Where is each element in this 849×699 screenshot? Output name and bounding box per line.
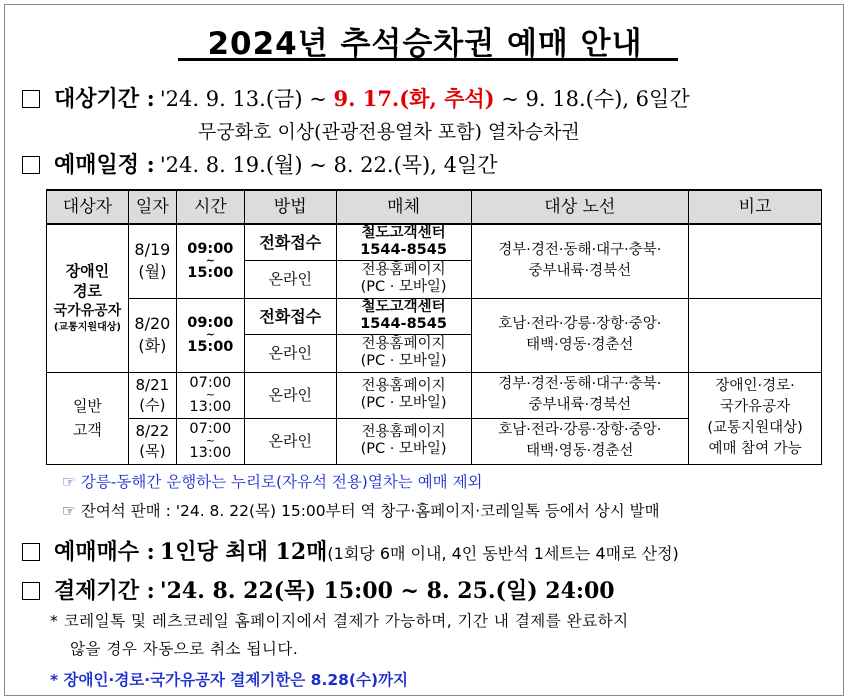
payment-row <box>22 574 615 605</box>
target-period-end: ~ 9. 18.(수), 6일간 <box>494 87 690 111</box>
note-remaining <box>62 499 660 521</box>
routes-cell <box>471 298 689 372</box>
media-cell <box>336 260 471 298</box>
time-cell <box>176 224 244 298</box>
routes-line: 중부내륙·경북선 <box>528 397 632 413</box>
date-cell <box>128 418 176 464</box>
day-text: (수) <box>139 396 166 414</box>
time-end: 13:00 <box>189 445 232 461</box>
bullet: * <box>50 671 59 689</box>
media-cell <box>336 224 471 260</box>
checkbox-icon <box>22 90 40 108</box>
target-scope: 무궁화호 이상(관광전용열차 포함) 열차승차권 <box>198 121 580 143</box>
time-start: 07:00 <box>189 421 232 437</box>
header-note: 비고 <box>689 190 822 224</box>
ticket-limit-label: 예매매수 : <box>54 539 155 565</box>
payment-value: '24. 8. 22(목) 15:00 ~ 8. 25.(일) 24:00 <box>159 578 615 604</box>
routes-line: 태백·영동·경춘선 <box>526 337 634 353</box>
tilde: ~ <box>205 328 215 341</box>
table-row <box>47 372 822 418</box>
booking-schedule-value: '24. 8. 19.(월) ~ 8. 22.(목), 4일간 <box>159 153 498 177</box>
header-target: 대상자 <box>47 190 129 224</box>
time-cell <box>176 298 244 372</box>
media-line: 1544-8545 <box>360 242 447 259</box>
target-period-row <box>22 82 690 113</box>
pointing-hand-icon: ☞ <box>62 473 76 491</box>
target-line: 국가유공자 <box>53 303 122 320</box>
time-start: 09:00 <box>187 241 234 258</box>
method-cell: 온라인 <box>244 334 336 372</box>
routes-line: 경부·경전·동해·대구·충북· <box>498 242 662 259</box>
note-line: 예매 참여 가능 <box>708 441 802 457</box>
page-title: 2024년 추석승차권 예매 안내 <box>207 26 643 62</box>
payment-note-1 <box>50 609 629 631</box>
routes-cell <box>471 372 689 418</box>
target-period-start: '24. 9. 13.(금) ~ <box>159 87 334 111</box>
media-line: 철도고객센터 <box>361 299 446 315</box>
media-cell <box>336 372 471 418</box>
media-line: 1544-8545 <box>360 316 447 332</box>
media-line: 전용홈페이지 <box>361 378 446 394</box>
tilde: ~ <box>205 388 215 401</box>
method-cell: 온라인 <box>244 372 336 418</box>
target-line: (교통지원대상) <box>53 322 121 334</box>
target-line: 경로 <box>72 282 102 301</box>
target-group-priority <box>47 224 129 372</box>
method-cell: 전화접수 <box>244 298 336 334</box>
target-period-label: 대상기간 : <box>54 86 155 112</box>
note-remaining-text: 잔여석 판매 : '24. 8. 22(목) 15:00부터 역 창구·홈페이지·코레일톡 등에서 상시 발매 <box>80 502 660 520</box>
date-text: 8/21 <box>135 376 170 394</box>
note-excluded-text: 강릉-동해간 운행하는 누리로(자유석 전용)열차는 예매 제외 <box>80 473 483 491</box>
bullet: * <box>50 612 59 630</box>
tilde: ~ <box>205 434 215 447</box>
date-cell <box>128 372 176 418</box>
routes-line: 중부내륙·경북선 <box>528 263 632 280</box>
target-line: 일반 <box>72 397 102 415</box>
booking-schedule-row <box>22 148 498 179</box>
time-end: 15:00 <box>187 265 234 282</box>
schedule-table <box>46 189 822 465</box>
checkbox-icon <box>22 156 40 174</box>
table-row <box>47 298 822 334</box>
time-cell <box>176 372 244 418</box>
note-excluded <box>62 470 483 492</box>
time-end: 13:00 <box>189 399 232 415</box>
table-row <box>47 224 822 260</box>
time-start: 09:00 <box>187 315 234 331</box>
booking-schedule-label: 예매일정 : <box>54 152 155 178</box>
day-text: (월) <box>138 262 167 282</box>
media-line: 철도고객센터 <box>361 225 446 242</box>
table-header-row <box>47 190 822 224</box>
date-text: 8/19 <box>134 240 171 260</box>
time-cell <box>176 418 244 464</box>
checkbox-icon <box>22 543 40 561</box>
media-line: 전용홈페이지 <box>361 262 446 278</box>
note-cell <box>689 224 822 298</box>
date-text: 8/20 <box>134 314 171 333</box>
header-date: 일자 <box>128 190 176 224</box>
media-cell <box>336 418 471 464</box>
pointing-hand-icon: ☞ <box>62 502 76 520</box>
payment-note-line1: 코레일톡 및 레츠코레일 홈페이지에서 결제가 가능하며, 기간 내 결제를 완료하지 <box>63 612 629 630</box>
note-cell <box>689 298 822 372</box>
media-line: 전용홈페이지 <box>361 336 446 352</box>
note-line: 장애인·경로· <box>715 378 795 394</box>
payment-note-2-text: 장애인·경로·국가유공자 결제기한은 8.28(수)까지 <box>63 671 409 689</box>
day-text: (화) <box>138 336 167 355</box>
payment-note-line2: 않을 경우 자동으로 취소 됩니다. <box>70 640 299 658</box>
target-line: 장애인 <box>65 262 110 281</box>
media-line: 전용홈페이지 <box>361 424 446 440</box>
target-period-holiday: 9. 17.(화, 추석) <box>333 86 495 111</box>
note-cell <box>689 372 822 464</box>
target-group-general <box>47 372 129 464</box>
payment-label: 결제기간 : <box>54 578 155 604</box>
time-start: 07:00 <box>189 375 232 391</box>
routes-line: 호남·전라·강릉·장항·중앙· <box>498 422 662 438</box>
method-cell: 전화접수 <box>244 224 336 260</box>
payment-note-2 <box>50 668 408 690</box>
note-line: (교통지원대상) <box>707 420 803 436</box>
checkbox-icon <box>22 582 40 600</box>
title-underline <box>178 58 678 61</box>
method-cell: 온라인 <box>244 418 336 464</box>
date-text: 8/22 <box>135 422 170 440</box>
media-cell <box>336 334 471 372</box>
media-line: (PC · 모바일) <box>360 279 447 295</box>
note-line: 국가유공자 <box>720 399 791 415</box>
media-line: (PC · 모바일) <box>360 353 447 369</box>
routes-line: 호남·전라·강릉·장항·중앙· <box>498 316 662 332</box>
target-line: 고객 <box>72 421 102 439</box>
time-end: 15:00 <box>187 339 234 355</box>
routes-line: 태백·영동·경춘선 <box>526 443 634 459</box>
media-line: (PC · 모바일) <box>360 395 447 411</box>
day-text: (목) <box>139 442 166 460</box>
routes-cell <box>471 418 689 464</box>
header-routes: 대상 노선 <box>471 190 689 224</box>
tilde: ~ <box>205 254 215 268</box>
header-media: 매체 <box>336 190 471 224</box>
routes-cell <box>471 224 689 298</box>
ticket-limit-value: 1인당 최대 12매 <box>159 539 328 565</box>
ticket-limit-row <box>22 535 679 566</box>
method-cell: 온라인 <box>244 260 336 298</box>
media-cell <box>336 298 471 334</box>
date-cell <box>128 298 176 372</box>
date-cell <box>128 224 176 298</box>
header-time: 시간 <box>176 190 244 224</box>
media-line: (PC · 모바일) <box>360 441 447 457</box>
routes-line: 경부·경전·동해·대구·충북· <box>498 376 662 392</box>
header-method: 방법 <box>244 190 336 224</box>
ticket-limit-detail: (1회당 6매 이내, 4인 동반석 1세트는 4매로 산정) <box>327 544 679 563</box>
